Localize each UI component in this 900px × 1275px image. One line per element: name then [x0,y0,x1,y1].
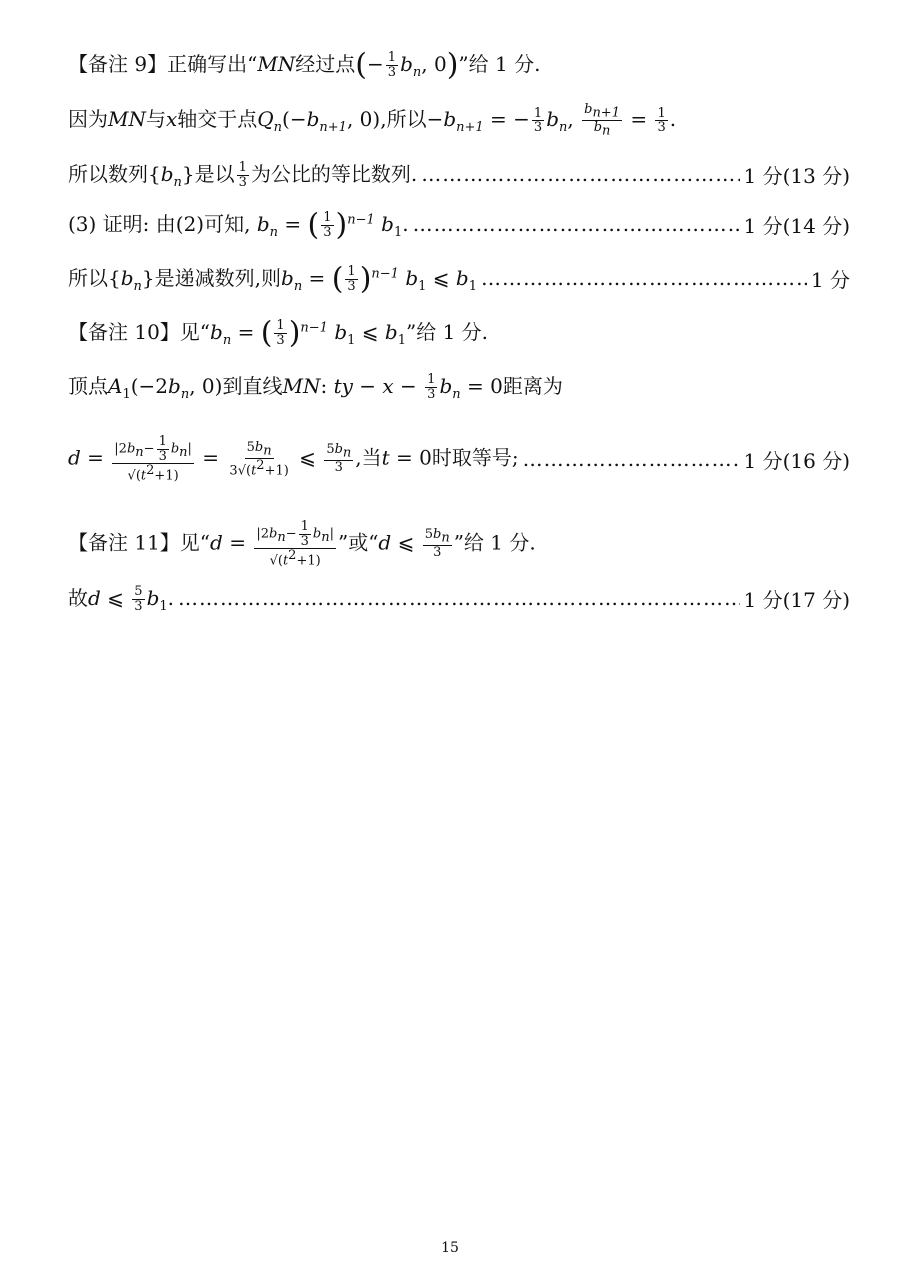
leader-dots [413,212,740,236]
distance-formula-line: d = $|2b_n-$ $\frac{1}{3}$ $b_n|$ $√(t^2+1)$ = $\frac{5b_n}{3√(t^2+1)}$ ⩽ $\frac{5b_n}{3}$ ,当t = 0时取等号; …………………………………………………………………………………………………………………………………………………… 1 分(16 分) [68,435,850,483]
geometric-sequence-line: 所以数列$\{b_n\}$是以 $\frac{1}{3}$ 为公比的等比数列. …………………………………………………………………………………………………………………………………………………… 1 分(13 分) [68,158,850,190]
note-11: 【备注 11】见“d = $|2b_n-$ $\frac{1}{3}$ $b_n|$ $√(t^2+1)$ ”或“d ⩽ $\frac{5b_n}{3}$ ”给 1 分. [68,519,536,569]
score-label: 1 分 [810,267,850,292]
score-label: 1 分(13 分) [743,163,850,188]
score-label: 1 分(14 分) [743,213,850,238]
note-9: 【备注 9】正确写出“MN经过点(− $\frac{1}{3}$ $b_n$, 0)”给 1 分. [68,47,541,83]
leader-dots [481,266,807,290]
distance-intro: 顶点$A_1(-2b_n$, 0)到直线MN: ty − x − $\frac{1}{3}$ $b_n = 0$距离为 [68,372,563,402]
leader-dots [178,586,739,610]
score-label: 1 分(16 分) [743,448,850,473]
conclusion-line: 故d ⩽ $\frac{5}{3}$ $b_1$. …………………………………………………………………………………………………………………………………………………… 1 分(17 分) [68,582,850,614]
leader-dots [421,162,739,186]
proof-line: (3) 证明: 由(2)可知, $b_n$ = ( $\frac{1}{3}$ )$^{n-1}$ $b_1$. …………………………………………………………………………………………………………………………………………………… 1 分(14 分) [68,208,850,241]
leader-dots [523,447,740,471]
score-label: 1 分(17 分) [743,587,850,612]
decreasing-line: 所以$\{b_n\}$是递减数列,则$b_n$ = ( $\frac{1}{3}$ )$^{n-1}$ $b_1$ ⩽ $b_1$ …………………………………………………………………………………………………………………………………………………… 1 分 [68,262,850,295]
page-number: 15 [441,1240,459,1256]
intersection-line: 因为MN与x轴交于点$Q_n(-b_{n+1}$, 0),所以$-b_{n+1}$ = − $\frac{1}{3}$ $b_n$, $\frac{b_{n+1}}{b_n}$ = $\frac{1}{3}$ . [68,102,677,139]
note-10: 【备注 10】见“$b_n$ = ( $\frac{1}{3}$ )$^{n-1}$ $b_1$ ⩽ $b_1$”给 1 分. [68,315,489,351]
